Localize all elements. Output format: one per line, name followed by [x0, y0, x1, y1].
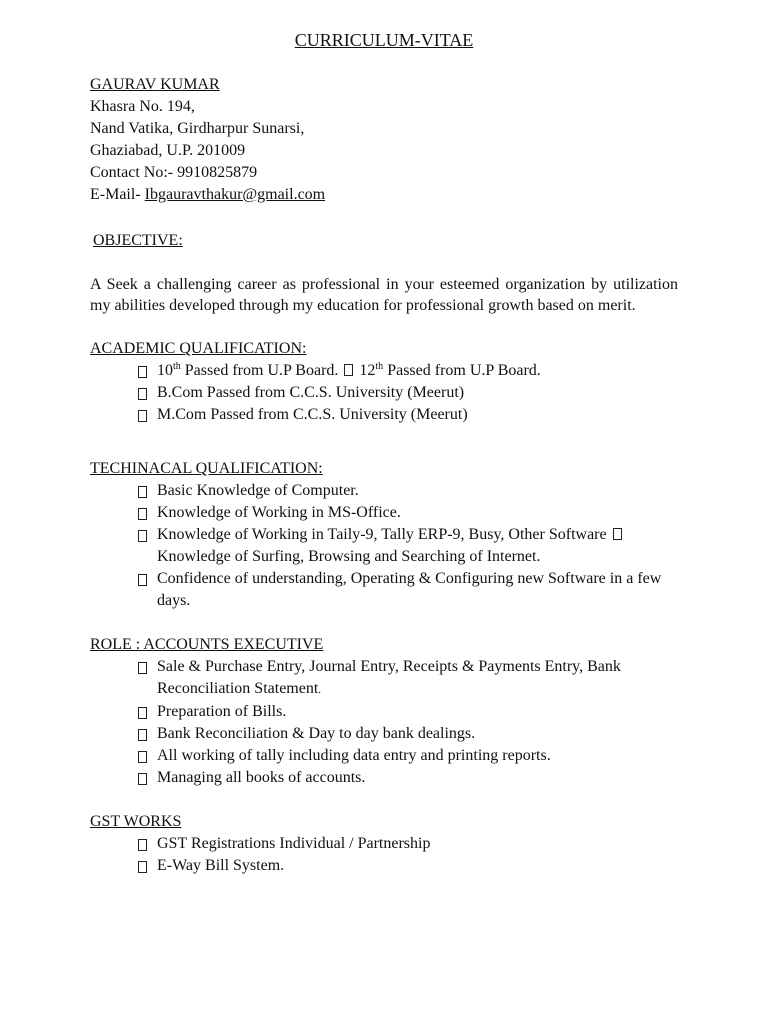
list-item	[138, 360, 678, 382]
list-item	[138, 524, 678, 568]
list-item	[138, 382, 678, 404]
technical-heading-colon: :	[318, 460, 323, 477]
technical-item-internet: Knowledge of Surfing, Browsing and Searching of Internet.	[157, 548, 541, 565]
checkbox-bullet-icon	[138, 486, 147, 498]
role-item-bills: Preparation of Bills.	[157, 703, 287, 720]
address-line-2: Nand Vatika, Girdharpur Sunarsi,	[90, 120, 305, 137]
checkbox-bullet-icon	[138, 388, 147, 400]
role-list	[90, 656, 678, 789]
academic-10th-sup: th	[173, 361, 181, 372]
gst-item-eway: E-Way Bill System.	[157, 857, 285, 874]
role-item-books: Managing all books of accounts.	[157, 769, 366, 786]
academic-list	[90, 360, 678, 426]
technical-item-msoffice: Knowledge of Working in MS-Office.	[157, 504, 401, 521]
academic-12th-text: Passed from U.P Board.	[383, 362, 541, 379]
checkbox-bullet-icon	[138, 773, 147, 785]
academic-12th-sup: th	[375, 361, 384, 372]
list-item	[138, 723, 678, 745]
technical-list	[90, 480, 678, 612]
academic-10th-number: 10	[157, 362, 173, 379]
checkbox-bullet-icon	[138, 839, 147, 851]
academic-heading-colon: :	[302, 340, 307, 357]
list-item	[138, 404, 678, 426]
checkbox-bullet-icon	[138, 530, 147, 542]
list-item	[138, 745, 678, 767]
gst-list	[90, 833, 678, 877]
address-line-3: Ghaziabad, U.P. 201009	[90, 142, 246, 159]
list-item	[138, 767, 678, 789]
academic-10th-text: Passed from U.P Board.	[180, 362, 343, 379]
technical-heading-text: TECHINACAL QUALIFICATION	[90, 460, 319, 477]
email-line	[90, 184, 678, 206]
list-item	[138, 502, 678, 524]
technical-item-tally: Knowledge of Working in Taily-9, Tally ERP-9, Busy, Other Software	[157, 526, 611, 543]
checkbox-bullet-icon	[138, 366, 147, 378]
list-item	[138, 855, 678, 877]
list-item	[138, 656, 678, 701]
checkbox-bullet-icon	[344, 364, 353, 376]
checkbox-bullet-icon	[613, 528, 622, 540]
checkbox-bullet-icon	[138, 861, 147, 873]
technical-heading	[90, 458, 678, 480]
technical-item-computer: Basic Knowledge of Computer.	[157, 482, 359, 499]
academic-heading-text: ACADEMIC QUALIFICATION	[90, 340, 302, 357]
technical-item-software: Confidence of understanding, Operating & Configuring new Software in a few days.	[157, 570, 662, 609]
role-item-entries: Sale & Purchase Entry, Journal Entry, Receipts & Payments Entry, Bank Reconciliation Statement	[157, 658, 621, 697]
contact-number: Contact No:- 9910825879	[90, 164, 258, 181]
checkbox-bullet-icon	[138, 574, 147, 586]
academic-mcom: M.Com Passed from C.C.S. University (Meerut)	[157, 406, 468, 423]
checkbox-bullet-icon	[138, 410, 147, 422]
gst-item-registrations: GST Registrations Individual / Partnership	[157, 835, 431, 852]
role-item-bank: Bank Reconciliation & Day to day bank dealings.	[157, 725, 476, 742]
checkbox-bullet-icon	[138, 508, 147, 520]
objective-text: A Seek a challenging career as professional in your esteemed organization by utilization my abilities developed through my education for professional growth based on merit.	[90, 276, 678, 314]
academic-12th-number: 12	[359, 362, 376, 379]
checkbox-bullet-icon	[138, 751, 147, 763]
email-link[interactable]: Ibgauravthakur@gmail.com	[144, 186, 326, 203]
list-item	[138, 568, 678, 612]
role-item-tally: All working of tally including data entry and printing reports.	[157, 747, 551, 764]
checkbox-bullet-icon	[138, 729, 147, 741]
list-item	[138, 480, 678, 502]
checkbox-bullet-icon	[138, 707, 147, 719]
address-line-1: Khasra No. 194,	[90, 98, 195, 115]
list-item	[138, 833, 678, 855]
role-heading: ROLE : ACCOUNTS EXECUTIVE	[90, 636, 324, 653]
gst-heading: GST WORKS	[90, 813, 182, 830]
candidate-name: GAURAV KUMAR	[90, 76, 220, 93]
academic-bcom: B.Com Passed from C.C.S. University (Meerut)	[157, 384, 465, 401]
academic-heading	[90, 338, 678, 360]
objective-heading: OBJECTIVE:	[93, 232, 183, 249]
resume-page	[90, 28, 678, 877]
document-title: CURRICULUM-VITAE	[294, 30, 474, 50]
list-item	[138, 701, 678, 723]
contact-block	[90, 74, 678, 206]
email-label: E-Mail-	[90, 186, 145, 203]
role-item-entries-period: .	[318, 684, 322, 696]
checkbox-bullet-icon	[138, 662, 147, 674]
